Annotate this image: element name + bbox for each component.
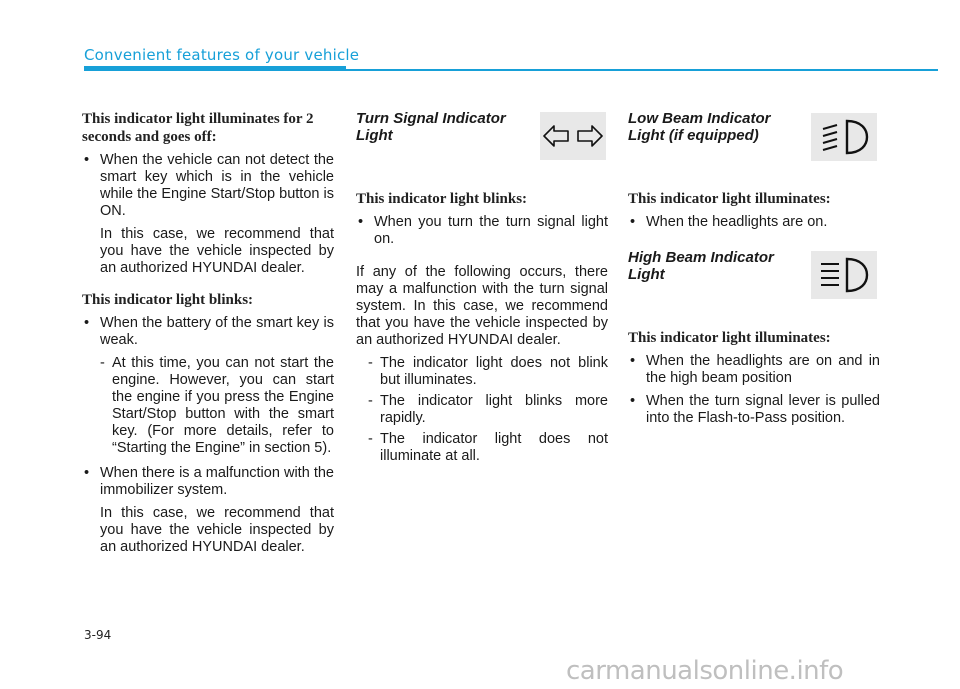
- note-inspect-dealer-1: In this case, we recommend that you have the vehicle inspected by an authorized HYUNDAI dealer.: [100, 226, 334, 276]
- title-line: Light (if equipped): [628, 127, 759, 144]
- watermark: carmanualsonline.info: [566, 656, 844, 686]
- heading-illuminates: This indicator light illuminates:: [628, 191, 831, 207]
- bullet-battery-weak: • When the battery of the smart key is weak.: [84, 315, 334, 348]
- high-beam-headlight-icon: [811, 251, 877, 299]
- section-header: Convenient features of your vehicle: [84, 46, 360, 64]
- turn-signal-arrows-icon: [540, 112, 606, 160]
- header-rule-accent: [84, 66, 346, 71]
- bullet-headlights-on: • When the headlights are on.: [630, 214, 828, 230]
- note-inspect-dealer-2: In this case, we recommend that you have the vehicle inspected by an authorized HYUNDAI dealer.: [100, 505, 334, 555]
- title-line: Light: [628, 266, 665, 283]
- bullet-flash-to-pass: • When the turn signal lever is pulled into the Flash-to-Pass position.: [630, 393, 880, 426]
- title-line: High Beam Indicator: [628, 249, 774, 266]
- dash-text: At this time, you can not start the engine. However, you can start the engine if you press the Engine Start/Stop button with the smart key. (For more details, refer to “Starting the Engine” in section 5).: [112, 355, 334, 456]
- column-turn-signal: [356, 110, 608, 469]
- bullet-immobilizer: • When there is a malfunction with the immobilizer system.: [84, 465, 334, 498]
- heading-blinks: This indicator light blinks:: [82, 292, 254, 308]
- dash-cannot-start: - At this time, you can not start the engine. However, you can start the engine if you press the Engine Start/Stop button with the smart key. (For more details, refer to “Starting the Engine” in section 5).: [100, 355, 334, 456]
- paragraph-malfunction: If any of the following occurs, there may a malfunction with the turn signal system. In this case, we recommend that you have the vehicle inspected by an authorized HYUNDAI dealer.: [356, 264, 608, 348]
- dash-not-illuminate: - The indicator light does not illuminate at all.: [368, 431, 608, 464]
- bullet-key-not-detected: • When the vehicle can not detect the smart key which is in the vehicle while the Engine Start/Stop button is ON.: [84, 152, 334, 219]
- dash-blinks-rapidly: - The indicator light blinks more rapidly.: [368, 393, 608, 426]
- title-line: Low Beam Indicator: [628, 110, 771, 127]
- title-line: Light: [356, 127, 393, 144]
- dash-text: The indicator light blinks more rapidly.: [380, 393, 608, 426]
- bullet-text: When the vehicle can not detect the smart key which is in the vehicle while the Engine Start/Stop button is ON.: [100, 152, 334, 219]
- bullet-text: When the turn signal lever is pulled into the Flash-to-Pass position.: [646, 393, 880, 426]
- bullet-text: When the battery of the smart key is weak.: [100, 315, 334, 348]
- heading-illuminates-2s: This indicator light illuminates for 2 seconds and goes off:: [82, 111, 314, 145]
- heading-blinks: This indicator light blinks:: [356, 191, 528, 207]
- page-number: 3-94: [84, 628, 112, 642]
- heading-illuminates: This indicator light illuminates:: [628, 330, 831, 346]
- dash-text: The indicator light does not illuminate at all.: [380, 431, 608, 464]
- dash-text: The indicator light does not blink but illuminates.: [380, 355, 608, 388]
- title-line: Turn Signal Indicator: [356, 110, 506, 127]
- bullet-turn-on: • When you turn the turn signal light on.: [358, 214, 608, 247]
- bullet-high-beam-position: • When the headlights are on and in the high beam position: [630, 353, 880, 386]
- bullet-text: When the headlights are on and in the high beam position: [646, 353, 880, 386]
- bullet-text: When the headlights are on.: [646, 214, 828, 230]
- header-rule-line: [346, 69, 938, 71]
- dash-not-blink: - The indicator light does not blink but illuminates.: [368, 355, 608, 388]
- column-smart-key: [82, 110, 334, 562]
- bullet-text: When there is a malfunction with the immobilizer system.: [100, 465, 334, 498]
- bullet-text: When you turn the turn signal light on.: [374, 214, 608, 247]
- low-beam-headlight-icon: [811, 113, 877, 161]
